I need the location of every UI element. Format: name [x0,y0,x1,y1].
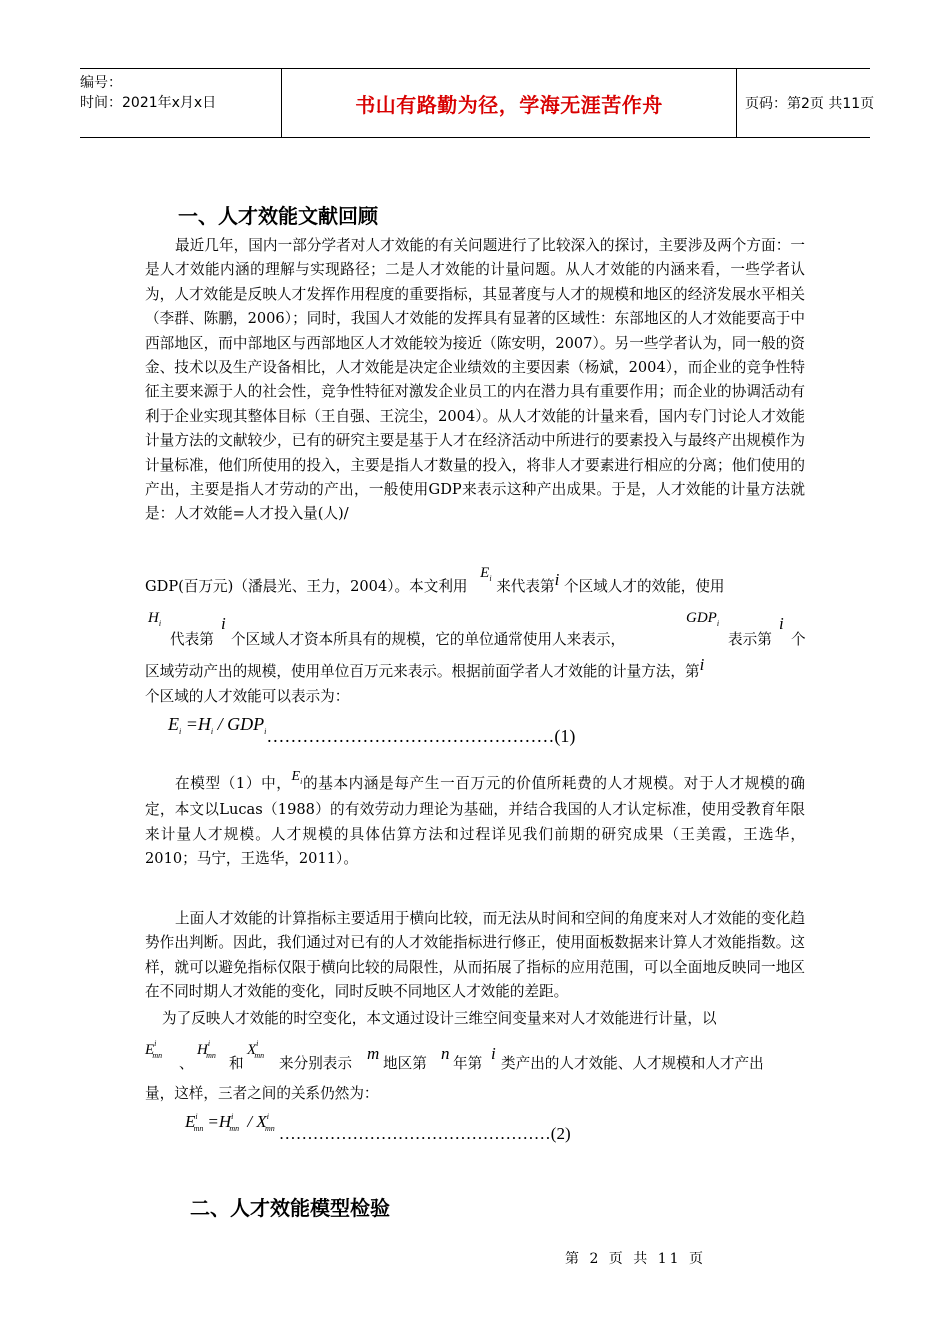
text-line [145,1040,815,1074]
text-segment: 区域劳动产出的规模，使用单位百万元来表示。根据前面学者人才效能的计量方法，第 [145,663,700,680]
text-segment: 个区域人才的效能，使用 [563,578,725,595]
section-title-2: 二、人才效能模型检验 [190,1196,390,1220]
text-segment: 表示第 [728,631,772,648]
text-segment: 来分别表示 [279,1055,352,1072]
math-E-mn-i: $E^i_{mn}$ [145,1039,163,1060]
math-X-mn-i: $X^i_{mn}$ [247,1039,265,1060]
number-label: 编号： [80,75,122,91]
math-H-i: $H_i$ [148,610,162,628]
text-segment: 的基本内涵是每产生一百万元的价值所耗费的人才规模。对于人才规模的确定，本文以Lucas（1988）的有效劳动力理论为基础，并结合我国的人才认定标准，使用受教育年限来计量人才规模。人才规模的具体估算方法和过程详见我们前期的研究成果（王美霞，王选华，2010；马宁，王选华，2011）。 [145,775,805,868]
equation-1-number: …………………………………………(1) [266,726,576,746]
page-header [80,68,875,138]
math-H-mn-i: $H^i_{mn}$ [197,1039,216,1060]
math-i: i [779,614,784,633]
text-segment: 地区第 [383,1055,427,1072]
text-line [145,565,725,596]
math-i: i [554,570,560,589]
text-line: 量，这样，三者之间的关系仍然为： [145,1085,379,1102]
math-i: i [491,1044,496,1063]
math-E-i: $E_i$ [480,565,492,583]
header-motto: 书山有路勤为径，学海无涯苦作舟 [281,69,737,137]
header-left [80,69,280,141]
paragraph-1: 最近几年，国内一部分学者对人才效能的有关问题进行了比较深入的探讨，主要涉及两个方面：一是人才效能内涵的理解与实现路径；二是人才效能的计量问题。从人才效能的内涵来看，一些学者认为，人才效能是反映人才发挥作用程度的重要指标，其显著度与人才的规模和地区的经济发展水平相关（李群、陈鹏，2006）；同时，我国人才效能的发挥具有显著的区域性：东部地区的人才效能要高于中西部地区，而中部地区与西部地区人才效能较为接近（陈安明，2007）。另一些学者认为，同一般的资金、技术以及生产设备相比，人才效能是决定企业绩效的主要因素（杨斌，2004），而企业的竞争性特征主要来源于人的社会性，竞争性特征对激发企业员工的内在潜力具有重要作用；而企业的协调活动有利于企业实现其整体目标（王自强、王浣尘，2004）。从人才效能的计量来看，国内专门讨论人才效能计量方法的文献较少，已有的研究主要是基于人才在经济活动中所进行的要素投入与最终产出规模作为计量标准，他们所使用的投入，主要是指人才数量的投入，将非人才要素进行相应的分离；他们使用的产出，主要是指人才劳动的产出，一般使用GDP来表示这种产出成果。于是，人才效能的计量方法就是：人才效能=人才投入量(人)/ [145,237,805,523]
text-segment: 代表第 [170,631,214,648]
page-footer: 第 2 页 共 11 页 [565,1251,706,1267]
math-i: i [699,655,705,674]
section-title-1: 一、人才效能文献回顾 [178,204,378,228]
equation-1 [168,714,576,746]
equation-1-formula: $E_i =H_i / GDP_i$ [168,714,267,736]
text-segment: 类产出的人才效能、人才规模和人才产出 [501,1055,764,1072]
equation-2 [185,1112,571,1143]
math-m: m [367,1044,380,1063]
equation-2-number: …………………………………………(2) [278,1124,571,1143]
text-segment: 和 [229,1055,244,1072]
text-line [145,655,705,681]
header-page-info: 页码：第2页 共11页 [745,96,875,112]
text-line: 个区域的人才效能可以表示为： [145,688,350,705]
math-GDP-i: $GDP_i$ [686,610,720,628]
math-n: n [441,1044,450,1063]
text-segment: 在模型（1）中， [175,775,292,792]
text-segment: 个 [791,631,806,648]
date-label: 时间：2021年x月x日 [80,95,217,111]
paragraph-3: 上面人才效能的计算指标主要适用于横向比较，而无法从时间和空间的角度来对人才效能的变化趋势作出判断。因此，我们通过对已有的人才效能指标进行修正，使用面板数据来计算人才效能指数。这样，就可以避免指标仅限于横向比较的局限性，从而拓展了指标的应用范围，可以全面地反映同一地区在不同时期人才效能的变化，同时反映不同地区人才效能的差距。 [145,910,805,1001]
text-segment: 年第 [453,1055,483,1072]
paragraph-2 [145,769,805,872]
text-segment: GDP(百万元)（潘晨光、王力，2004）。本文利用 [145,578,468,595]
text-line: 为了反映人才效能的时空变化，本文通过设计三维空间变量来对人才效能进行计量，以 [162,1010,717,1027]
text-segment: 个区域人才资本所具有的规模，它的单位通常使用人来表示， [231,631,626,648]
text-segment: 来代表第 [496,578,555,595]
math-E-i: $E_i$ [291,769,303,786]
math-i: i [221,614,226,633]
equation-2-formula: $E^i_{mn} =H^i_{mn} / X^i_{mn}$ [185,1112,275,1133]
text-segment: 、 [179,1055,194,1072]
